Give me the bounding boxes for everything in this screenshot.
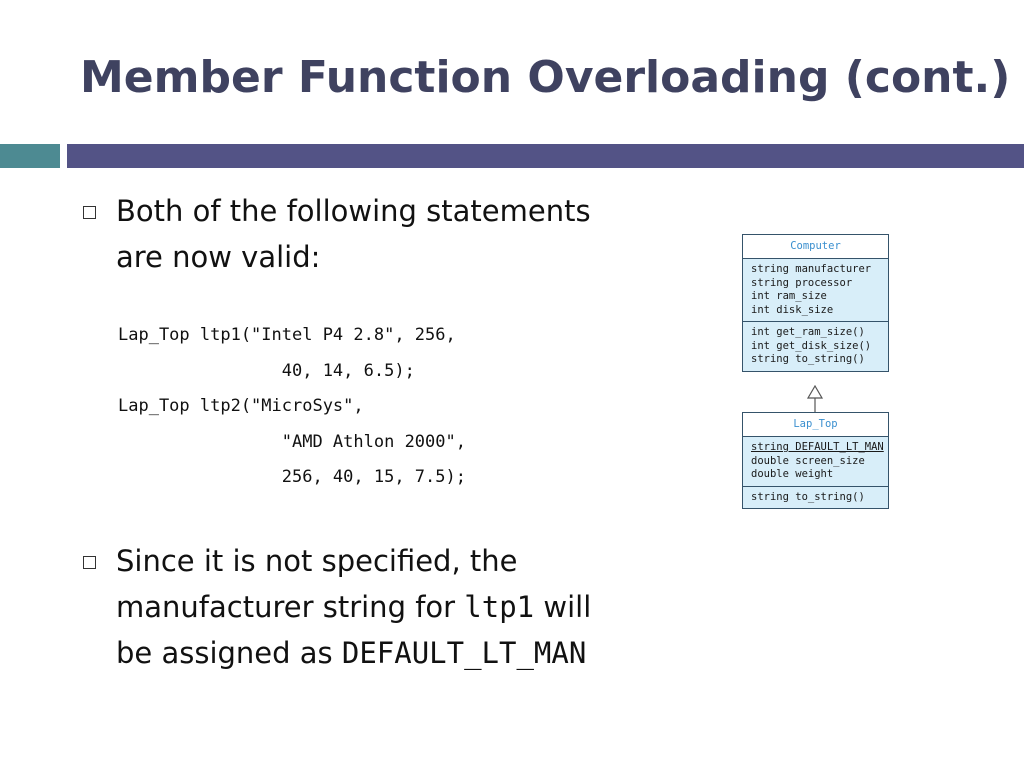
bullet-square-icon (83, 556, 96, 569)
uml-methods (743, 322, 888, 371)
slide-title: Member Function Overloading (cont.) (80, 52, 1011, 103)
inline-code: ltp1 (464, 590, 535, 624)
uml-class-laptop (742, 412, 889, 509)
uml-attributes (743, 259, 888, 322)
bullet-item (116, 538, 591, 676)
uml-attribute: int ram_size (751, 290, 827, 302)
code-line: 40, 14, 6.5); (118, 360, 415, 381)
uml-attribute: string processor (751, 276, 853, 289)
inline-code: DEFAULT_LT_MAN (341, 636, 587, 670)
accent-bar-teal (0, 144, 60, 168)
code-line: Lap_Top ltp2("MicroSys", (118, 396, 364, 416)
bullet-text: Since it is not specified, the (116, 544, 518, 578)
bullet-text: are now valid: (116, 240, 321, 274)
bullet-text: manufacturer string for (116, 590, 465, 624)
bullet-text-line (116, 630, 591, 676)
bullet-text: be assigned as (116, 636, 342, 670)
bullet-square-icon (83, 206, 96, 219)
uml-method: int get_ram_size() (751, 326, 865, 338)
uml-attributes (743, 437, 888, 487)
uml-class-name: Lap_Top (743, 413, 888, 437)
uml-method: string to_string() (751, 353, 865, 365)
bullet-text: Both of the following statements (116, 194, 591, 228)
code-block (118, 318, 466, 496)
accent-bar-blue (67, 144, 1024, 168)
uml-attribute: double weight (751, 468, 834, 480)
code-line: Lap_Top ltp1("Intel P4 2.8", 256, (118, 325, 456, 345)
uml-attribute: string DEFAULT_LT_MAN (751, 441, 884, 453)
uml-method: int get_disk_size() (751, 339, 872, 352)
bullet-text: will (534, 590, 592, 624)
uml-class-name: Computer (743, 235, 888, 259)
uml-diagram (742, 234, 889, 524)
uml-method: string to_string() (751, 490, 865, 503)
code-line: 256, 40, 15, 7.5); (118, 467, 466, 487)
uml-class-computer (742, 234, 889, 372)
uml-attribute: string manufacturer (751, 263, 872, 275)
code-line: "AMD Athlon 2000", (118, 431, 466, 452)
uml-methods (743, 487, 888, 509)
bullet-item (116, 188, 591, 280)
bullet-text-line (116, 584, 591, 630)
inheritance-arrow-icon (805, 385, 825, 413)
uml-attribute: double screen_size (751, 454, 865, 467)
uml-attribute: int disk_size (751, 303, 834, 316)
